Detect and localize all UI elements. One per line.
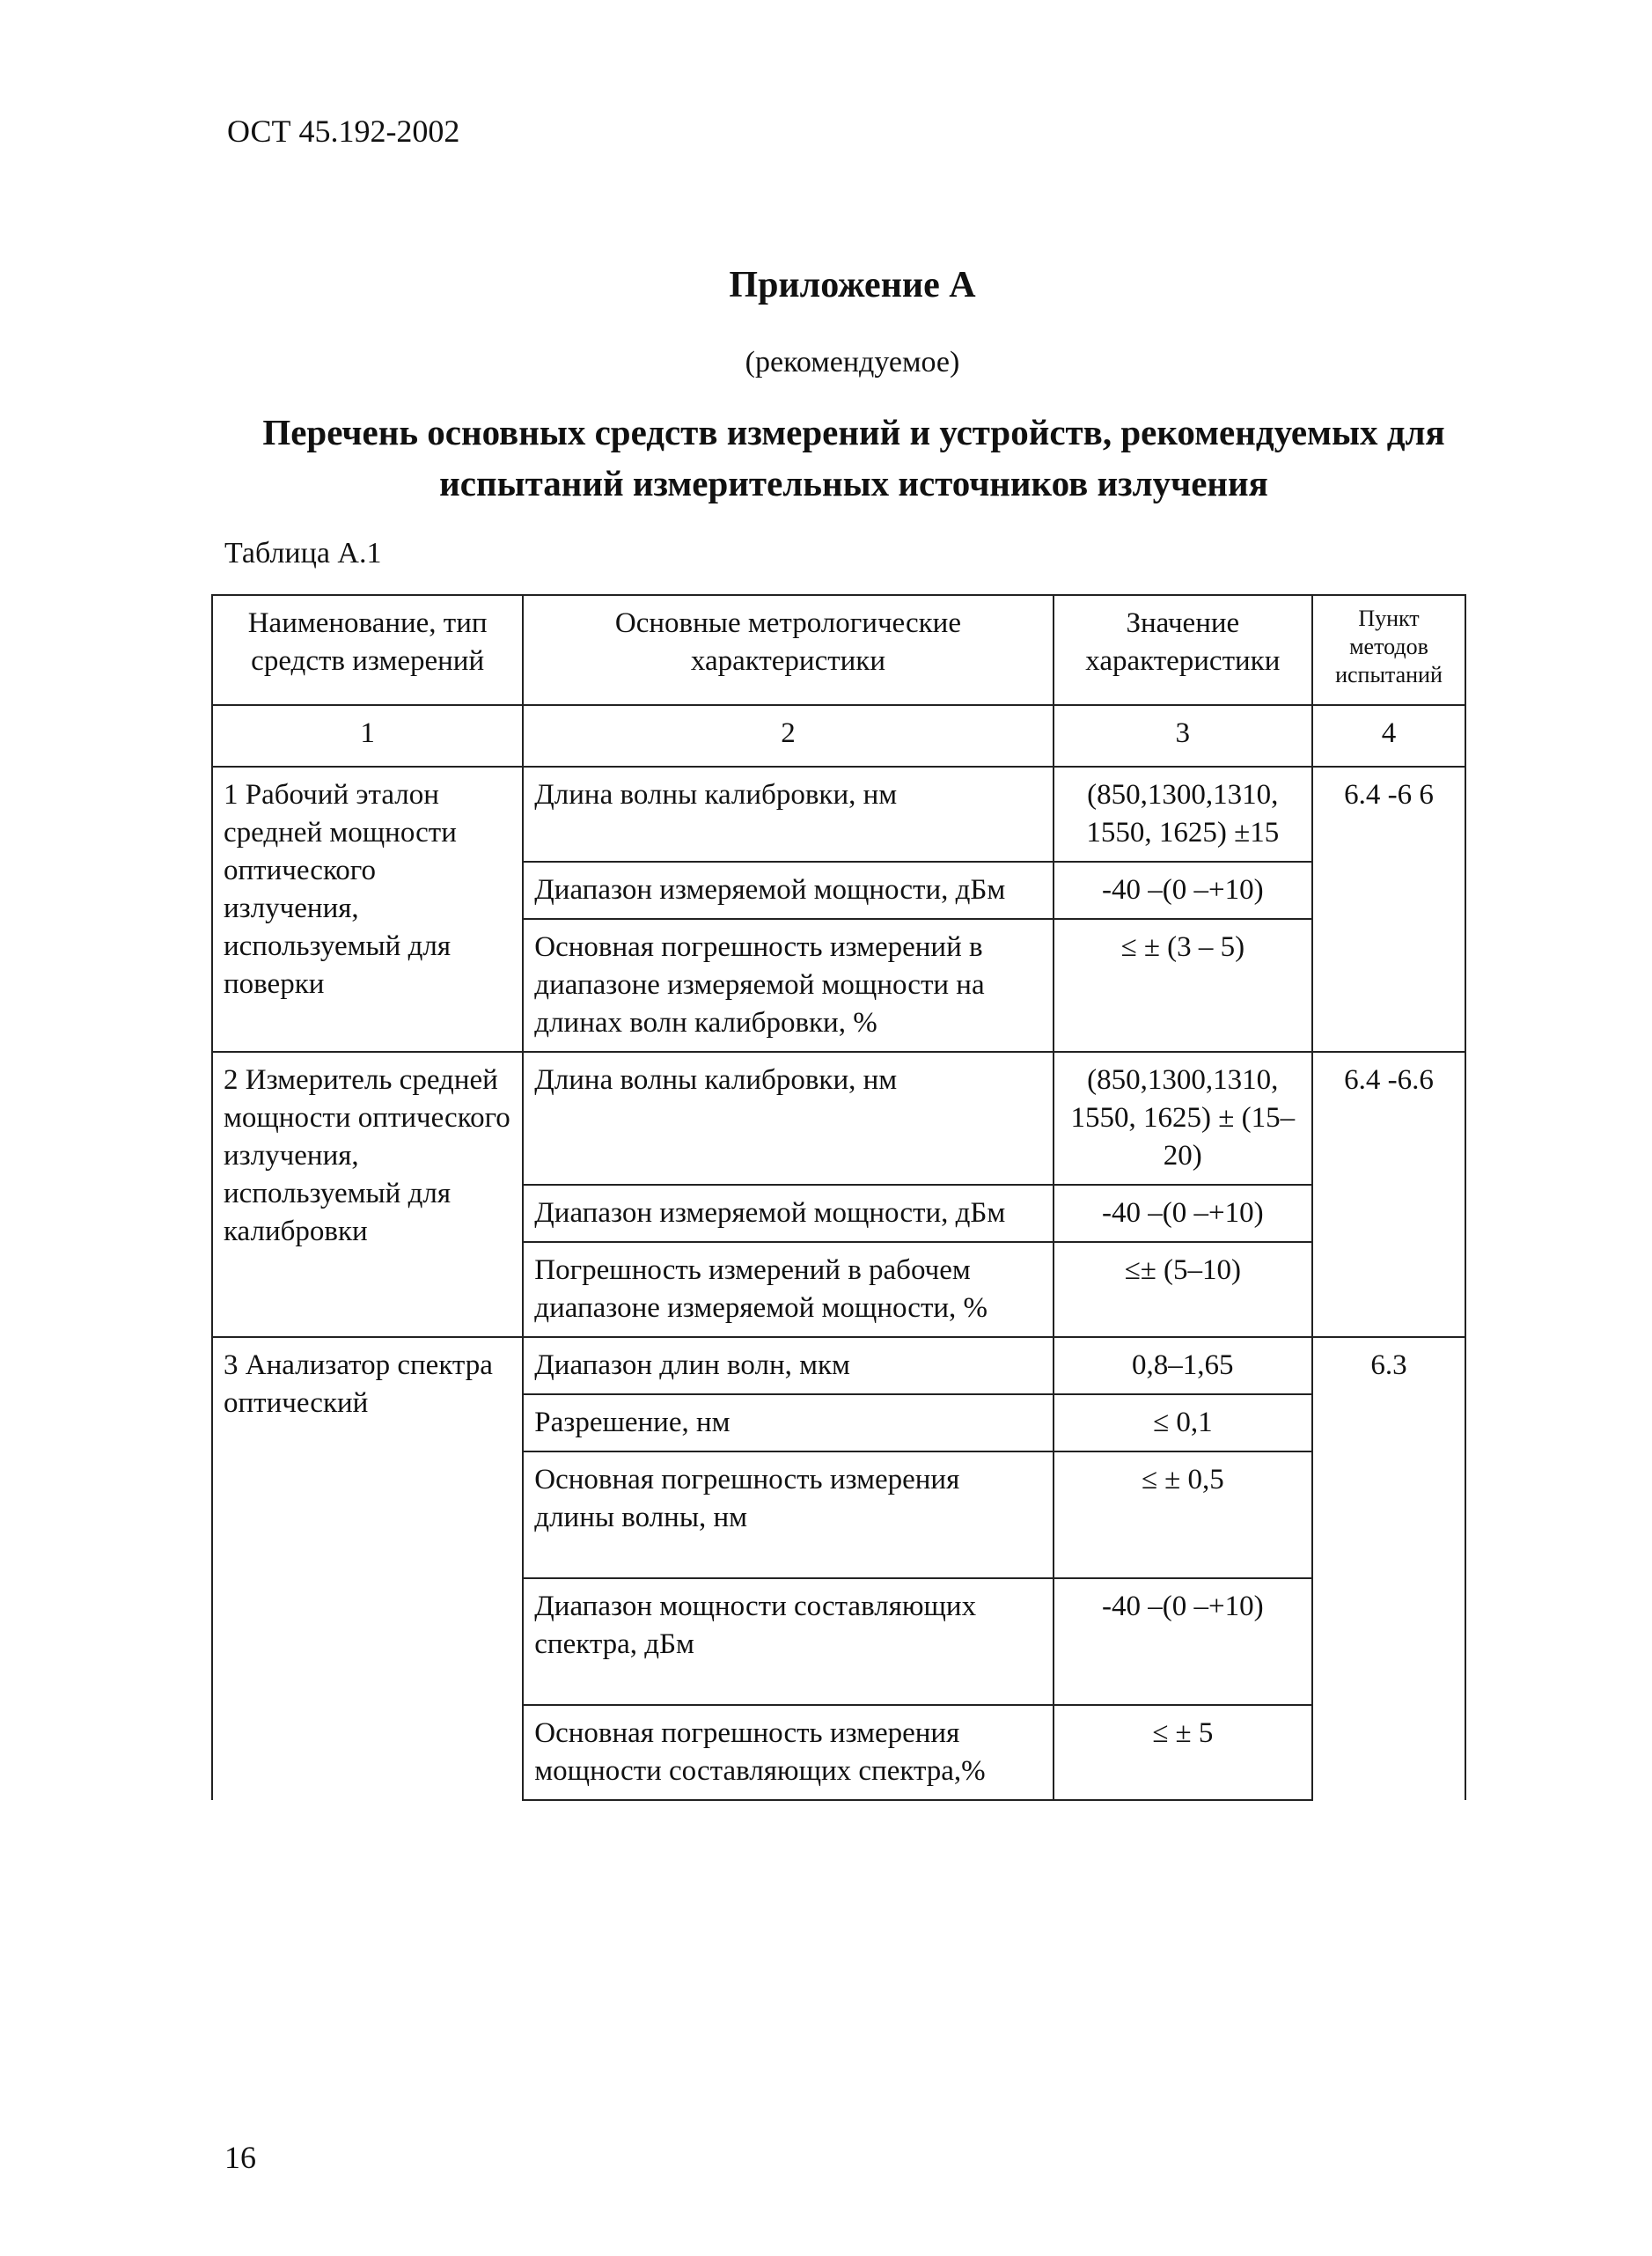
column-header-characteristics: Основные метрологические характеристики — [523, 595, 1053, 705]
clause-cell: 6.4 -6 6 — [1312, 767, 1465, 1052]
column-number: 3 — [1054, 705, 1312, 767]
value-cell: ≤ 0,1 — [1054, 1394, 1312, 1451]
document-code: ОСТ 45.192-2002 — [227, 114, 460, 149]
clause-cell: 6.4 -6.6 — [1312, 1052, 1465, 1337]
value-cell: ≤ ± 5 — [1054, 1705, 1312, 1800]
table-row — [212, 767, 1465, 862]
column-number-row — [212, 705, 1465, 767]
column-number: 2 — [523, 705, 1053, 767]
document-heading — [238, 407, 1470, 509]
characteristic-cell: Длина волны калибровки, нм — [523, 1052, 1053, 1185]
table-row — [212, 1337, 1465, 1394]
heading-line-2: испытаний измерительных источников излучения — [439, 463, 1268, 503]
column-header-name: Наименование, тип средств измерений — [212, 595, 523, 705]
table-caption: Таблица А.1 — [224, 537, 382, 570]
value-cell: ≤± (5–10) — [1054, 1242, 1312, 1337]
column-number: 4 — [1312, 705, 1465, 767]
characteristic-cell: Основная погрешность измерения мощности составляющих спектра,% — [523, 1705, 1053, 1800]
value-cell: 0,8–1,65 — [1054, 1337, 1312, 1394]
characteristic-cell: Длина волны калибровки, нм — [523, 767, 1053, 862]
characteristic-cell: Разрешение, нм — [523, 1394, 1053, 1451]
characteristic-cell: Погрешность измерений в рабочем диапазоне измеряемой мощности, % — [523, 1242, 1053, 1337]
column-header-value: Значение характеристики — [1054, 595, 1312, 705]
value-cell: -40 –(0 –+10) — [1054, 1185, 1312, 1242]
appendix-title: Приложение А — [729, 265, 976, 305]
instrument-name-cell: 1 Рабочий эталон средней мощности оптического излучения, используемый для поверки — [212, 767, 523, 1052]
value-cell: ≤ ± 0,5 — [1054, 1451, 1312, 1578]
equipment-table — [211, 594, 1466, 1801]
instrument-name-cell: 3 Анализатор спектра оптический — [212, 1337, 523, 1800]
characteristic-cell: Основная погрешность измерения длины волны, нм — [523, 1451, 1053, 1578]
column-header-clause: Пункт методов испытаний — [1312, 595, 1465, 705]
heading-line-1: Перечень основных средств измерений и устройств, рекомендуемых для — [262, 412, 1445, 452]
value-cell: (850,1300,1310, 1550, 1625) ± (15–20) — [1054, 1052, 1312, 1185]
column-number: 1 — [212, 705, 523, 767]
characteristic-cell: Диапазон измеряемой мощности, дБм — [523, 862, 1053, 919]
page-number: 16 — [224, 2140, 256, 2175]
appendix-note: (рекомендуемое) — [745, 346, 960, 378]
value-cell: (850,1300,1310, 1550, 1625) ±15 — [1054, 767, 1312, 862]
value-cell: -40 –(0 –+10) — [1054, 1578, 1312, 1705]
value-cell: -40 –(0 –+10) — [1054, 862, 1312, 919]
characteristic-cell: Диапазон мощности составляющих спектра, дБм — [523, 1578, 1053, 1705]
characteristic-cell: Основная погрешность измерений в диапазоне измеряемой мощности на длинах волн калибровки, % — [523, 919, 1053, 1052]
clause-cell: 6.3 — [1312, 1337, 1465, 1800]
table-header-row — [212, 595, 1465, 705]
table-row — [212, 1052, 1465, 1185]
characteristic-cell: Диапазон измеряемой мощности, дБм — [523, 1185, 1053, 1242]
characteristic-cell: Диапазон длин волн, мкм — [523, 1337, 1053, 1394]
value-cell: ≤ ± (3 – 5) — [1054, 919, 1312, 1052]
instrument-name-cell: 2 Измеритель средней мощности оптического излучения, используемый для калибровки — [212, 1052, 523, 1337]
